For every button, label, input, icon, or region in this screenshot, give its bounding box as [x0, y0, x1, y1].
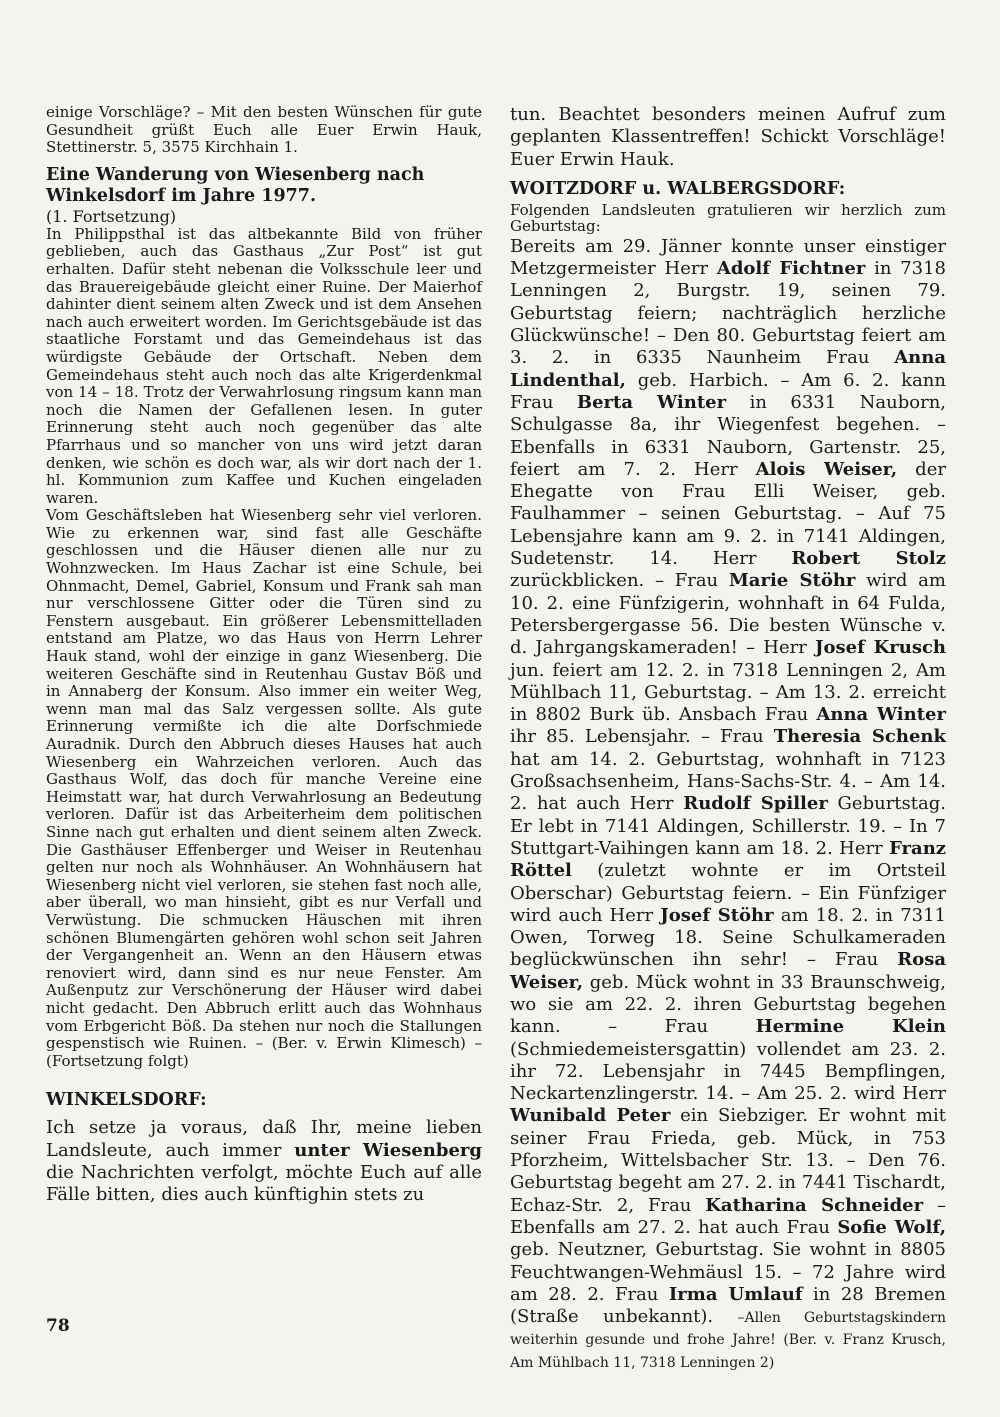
text-run: ein Siebziger. Er wohnt mit seiner Frau Frieda, geb. Mück, in 753 Pforzheim, Wittelsbacher Str. 13. – Den 76. Geburtstag begeht am 27. 2. in 7441 Tischardt, Echaz-Str. 2, Frau [510, 1105, 946, 1216]
text-run: in 7318 Lenningen 2, Burgstr. 19, seinen 79. Geburtstag feiern; nachträglich herzliche Glückwünsche! – Den 80. Geburtstag feiert am 3. 2. in 6335 Naunheim Frau [510, 258, 947, 369]
article-heading: Eine Wanderung von Wiesenberg nach Winkelsdorf im Jahre 1977. [46, 164, 425, 206]
text-run: geb. Harbich. – Am 6. 2. kann Frau [510, 369, 946, 413]
text-run: Geburtstag. Er lebt in 7141 Aldingen, Schillerstr. 19. – In 7 Stuttgart-Vaihingen kann am 18. 2. Herr [510, 793, 946, 859]
article-paragraph-2: Vom Geschäftsleben hat Wiesenberg sehr viel verloren. Wie zu erkennen war, sind fast alle Geschäfte geschlossen und die Häuser dienen alle nur zu Wohnzwecken. Im Haus Zachar ist eine Schule, bei Ohnmacht, Demel, Gabriel, Konsum und Frank sah man nur verschlossene Gitter oder die Türen sind zu Fenstern ausgebaut. Ein größerer Lebensmittelladen entstand am Platze, wo das Haus von Herrn Lehrer Hauk stand, wohl der einzige in ganz Wiesenberg. Die weiteren Geschäfte sind in Reutenhau Gustav Böß und in Annaberg der Konsum. Also immer ein weiter Weg, wenn man mal das Salz vergessen sollte. Als gute Erinnerung vermißte ich die alte Dorfschmiede Auradnik. Durch den Abbruch dieses Hauses hat auch Wiesenberg ein Wahrzeichen verloren. Auch das Gasthaus Wolf, das doch für manche Vereine eine Heimstatt war, hat durch Verwahrlosung an Bedeutung verloren. Dafür ist das Arbeiterheim dem politischen Sinne nach gut erhalten und dient seinem alten Zweck. Die Gasthäuser Effenberger und Weiser in Reutenhau gelten nur noch als Wohnhäuser. An Wohnhäusern hat Wiesenberg nicht viel verloren, sie stehen fast noch alle, aber überall, wo man hinsieht, gibt es nur Verfall und Verwüstung. Die schmucken Häuschen mit ihren schönen Blumengärten gehören wohl schon seit Jahren der Vergangenheit an. Wenn an den Häusern etwas renoviert wird, dann sind es nur neue Fenster. Am Außenputz zur Verschönerung der Häuser wird dabei nicht gedacht. Den Abbruch erlitt auch das Wohnhaus vom Erbgericht Böß. Da stehen nur noch die Stallungen gespenstisch wie Ruinen. – (Ber. v. Erwin Klimesch) – (Fortsetzung folgt) [46, 506, 482, 1070]
article-subheading: (1. Fortsetzung) [46, 206, 177, 226]
text-run: zurückblicken. – Frau [510, 570, 729, 592]
section-heading-woitzdorf: WOITZDORF u. WALBERGSDORF: [510, 178, 846, 199]
person-name: Anna Lindenthal, [510, 347, 946, 391]
person-name: Anna Winter [816, 704, 946, 726]
text-run: die Nachrichten verfolgt, möchte Euch auf alle Fälle bitten, dies auch künftighin stets zu [46, 1161, 482, 1206]
text-run: der Ehegatte von Frau Elli Weiser, geb. Faulhammer – seinen Geburtstag. – Auf 75 Lebensjahre kann am 9. 2. in 7141 Aldingen, Sudetenstr. 14. Herr [510, 458, 946, 570]
person-name: Sofie Wolf, [837, 1216, 946, 1238]
closing-note: –Allen Geburtstagskindern weiterhin gesunde und frohe Jahre! (Ber. v. Franz Krusch, Am Mühlbach 11, 7318 Lenningen 2) [510, 1310, 946, 1371]
person-name: Robert Stolz [791, 548, 946, 570]
person-name: Rudolf Spiller [683, 793, 828, 815]
person-name: Berta Winter [576, 391, 727, 413]
person-name: Wunibald Peter [510, 1105, 671, 1127]
person-name: Hermine Klein [755, 1016, 946, 1038]
text-run: Ich setze ja voraus, daß Ihr, meine lieben Landsleute, auch immer [46, 1117, 482, 1161]
text-run: in 6331 Nauborn, Schulgasse 8a, ihr Wiegenfest begehen. – Ebenfalls in 6331 Nauborn, Gartenstr. 25, feiert am 7. 2. Herr [510, 391, 947, 480]
person-name: Josef Krusch [815, 637, 946, 659]
person-name: Josef Stöhr [660, 904, 774, 926]
person-name: Rosa Weiser, [510, 949, 946, 993]
birthday-list-paragraph [510, 236, 946, 1373]
person-name: Katharina Schneider [705, 1194, 924, 1216]
left-column [46, 104, 482, 1206]
person-name: Franz Röttel [510, 837, 946, 882]
text-run: geb. Neutzner, Geburtstag. Sie wohnt in 8805 Feuchtwangen-Wehmäusl 15. – 72 Jahre wird am 28. 2. Frau [510, 1239, 946, 1305]
text-run: ihr 85. Lebensjahr. – Frau [510, 726, 774, 748]
section-heading-winkelsdorf: WINKELSDORF: [46, 1090, 207, 1111]
text-run: am 18. 2. in 7311 Owen, Torweg 18. Seine Schulkameraden beglückwünschen ihn sehr! – Frau [510, 904, 947, 971]
person-name: Alois Weiser, [755, 458, 898, 480]
bold-run: unter Wiesenberg [294, 1139, 482, 1161]
text-run: hat am 14. 2. Geburtstag, wohnhaft in 7123 Großsachsenheim, Hans-Sachs-Str. 4. – Am 14. 2. hat auch Herr [510, 748, 946, 815]
text-run: geb. Mück wohnt in 33 Braunschweig, wo sie am 22. 2. ihren Geburtstag begehen kann. – Frau [510, 971, 946, 1038]
intro-paragraph: einige Vorschläge? – Mit den besten Wünschen für gute Gesundheit grüßt Euch alle Euer Erwin Hauk, Stettinerstr. 5, 3575 Kirchhain 1. [46, 103, 482, 157]
text-run: in 28 Bremen (Straße unbekannt). [510, 1283, 947, 1328]
page-number: 78 [46, 1316, 70, 1336]
text-run: wird am 10. 2. eine Fünfzigerin, wohnhaft in 64 Fulda, Petersbergergasse 56. Die besten Wünsche v. d. Jahrgangskameraden! – Herr [510, 570, 946, 659]
text-run: (zuletzt wohnte er im Ortsteil Oberschar) Geburtstag feiern. – Ein Fünfziger wird auch Herr [510, 860, 946, 926]
continuation-paragraph: tun. Beachtet besonders meinen Aufruf zum geplanten Klassentreffen! Schickt Vorschläge! Euer Erwin Hauk. [510, 104, 946, 170]
article-paragraph-1: In Philippsthal ist das altbekannte Bild von früher geblieben, auch das Gasthaus „Zur Post“ ist gut erhalten. Dafür steht nebenan die Volksschule leer und das Brauereigebäude gleicht einer Ruine. Der Maierhof dahinter dient seinem alten Zweck und ist dem Ansehen nach auch erweitert worden. Im Gerichtsgebäude ist das staatliche Forstamt und das Gemeindehaus ist das würdigste Gebäude der Ortschaft. Neben dem Gemeindehaus steht auch noch das alte Krigerdenkmal von 14 – 18. Trotz der Verwahrlosung ringsum kann man noch die Namen der Gefallenen lesen. In guter Erinnerung steht auch noch gegenüber das alte Pfarrhaus und so mancher von uns wird jetzt daran denken, wie schön es doch war, als wir dort nach der 1. hl. Kommunion zum Kaffee und Kuchen eingeladen waren. [46, 224, 482, 507]
person-name: Irma Umlauf [668, 1283, 803, 1305]
winkelsdorf-paragraph [46, 1117, 482, 1206]
person-name: Marie Stöhr [728, 570, 856, 592]
right-column [510, 104, 946, 1373]
person-name: Theresia Schenk [773, 726, 946, 748]
birthday-intro: Folgenden Landsleuten gratulieren wir herzlich zum Geburtstag: [510, 200, 946, 235]
text-run: jun. feiert am 12. 2. in 7318 Lenningen 2, Am Mühlbach 11, Geburtstag. – Am 13. 2. erreicht in 8802 Burk üb. Ansbach Frau [510, 659, 946, 726]
text-run: – Ebenfalls am 27. 2. hat auch Frau [510, 1194, 946, 1238]
text-run: (Schmiedemeistersgattin) vollendet am 23. 2. ihr 72. Lebensjahr in 7445 Bempflingen, Neckartenzlingerstr. 14. – Am 25. 2. wird Herr [510, 1038, 946, 1105]
person-name: Adolf Fichtner [716, 258, 866, 280]
text-run: Bereits am 29. Jänner konnte unser einstiger Metzgermeister Herr [510, 235, 946, 280]
